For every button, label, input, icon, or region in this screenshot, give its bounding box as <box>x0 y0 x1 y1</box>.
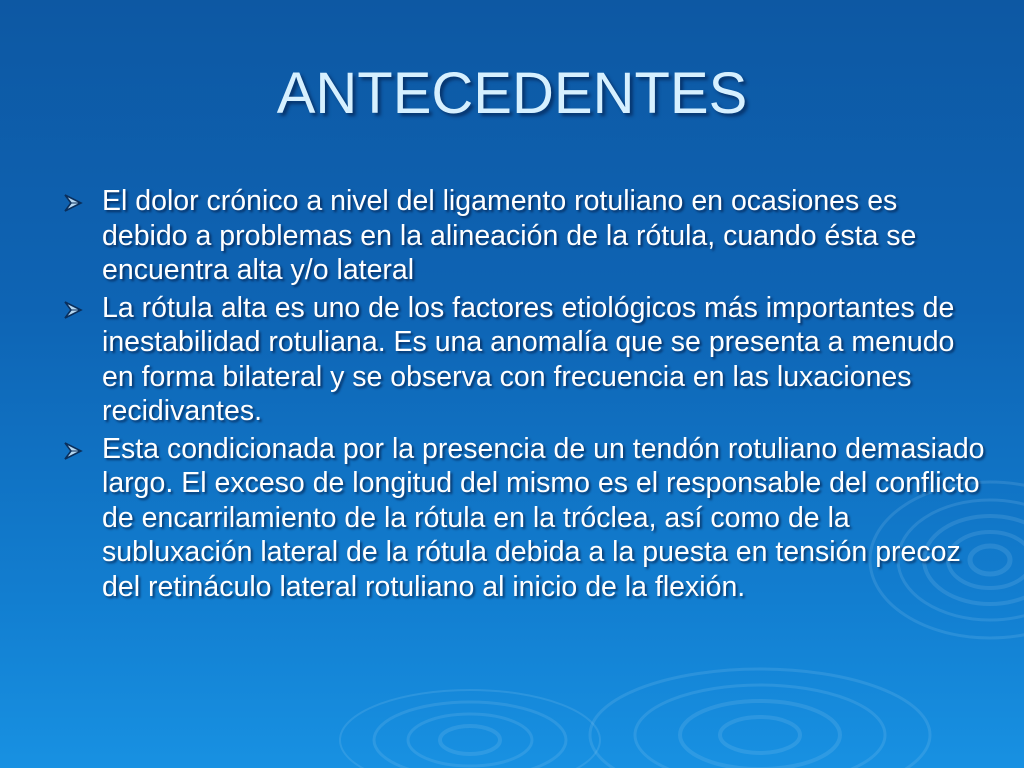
bullet-text: El dolor crónico a nivel del ligamento rotuliano en ocasiones es debido a problemas en la alineación de la rótula, cuando ésta se encuentra alta y/o lateral <box>102 185 917 286</box>
bullet-item <box>60 432 990 605</box>
bullet-text: Esta condicionada por la presencia de un tendón rotuliano demasiado largo. El exceso de longitud del mismo es el responsable del conflicto de encarrilamiento de la rótula en la tróclea, así como de la subluxación lateral de la rótula debida a la puesta en tensión precoz del retináculo lateral rotuliano al inicio de la flexión. <box>102 432 985 603</box>
bullet-item <box>60 291 990 429</box>
slide-title: ANTECEDENTES <box>276 61 748 126</box>
chevron-right-icon <box>62 299 84 321</box>
chevron-right-icon <box>62 440 84 462</box>
bullet-list <box>60 184 990 607</box>
bullet-item <box>60 184 990 288</box>
bullet-text: La rótula alta es uno de los factores etiológicos más importantes de inestabilidad rotuliana. Es una anomalía que se presenta a menudo en forma bilateral y se observa con frecuencia en las luxaciones recidivantes. <box>102 291 955 427</box>
chevron-right-icon <box>62 192 84 214</box>
